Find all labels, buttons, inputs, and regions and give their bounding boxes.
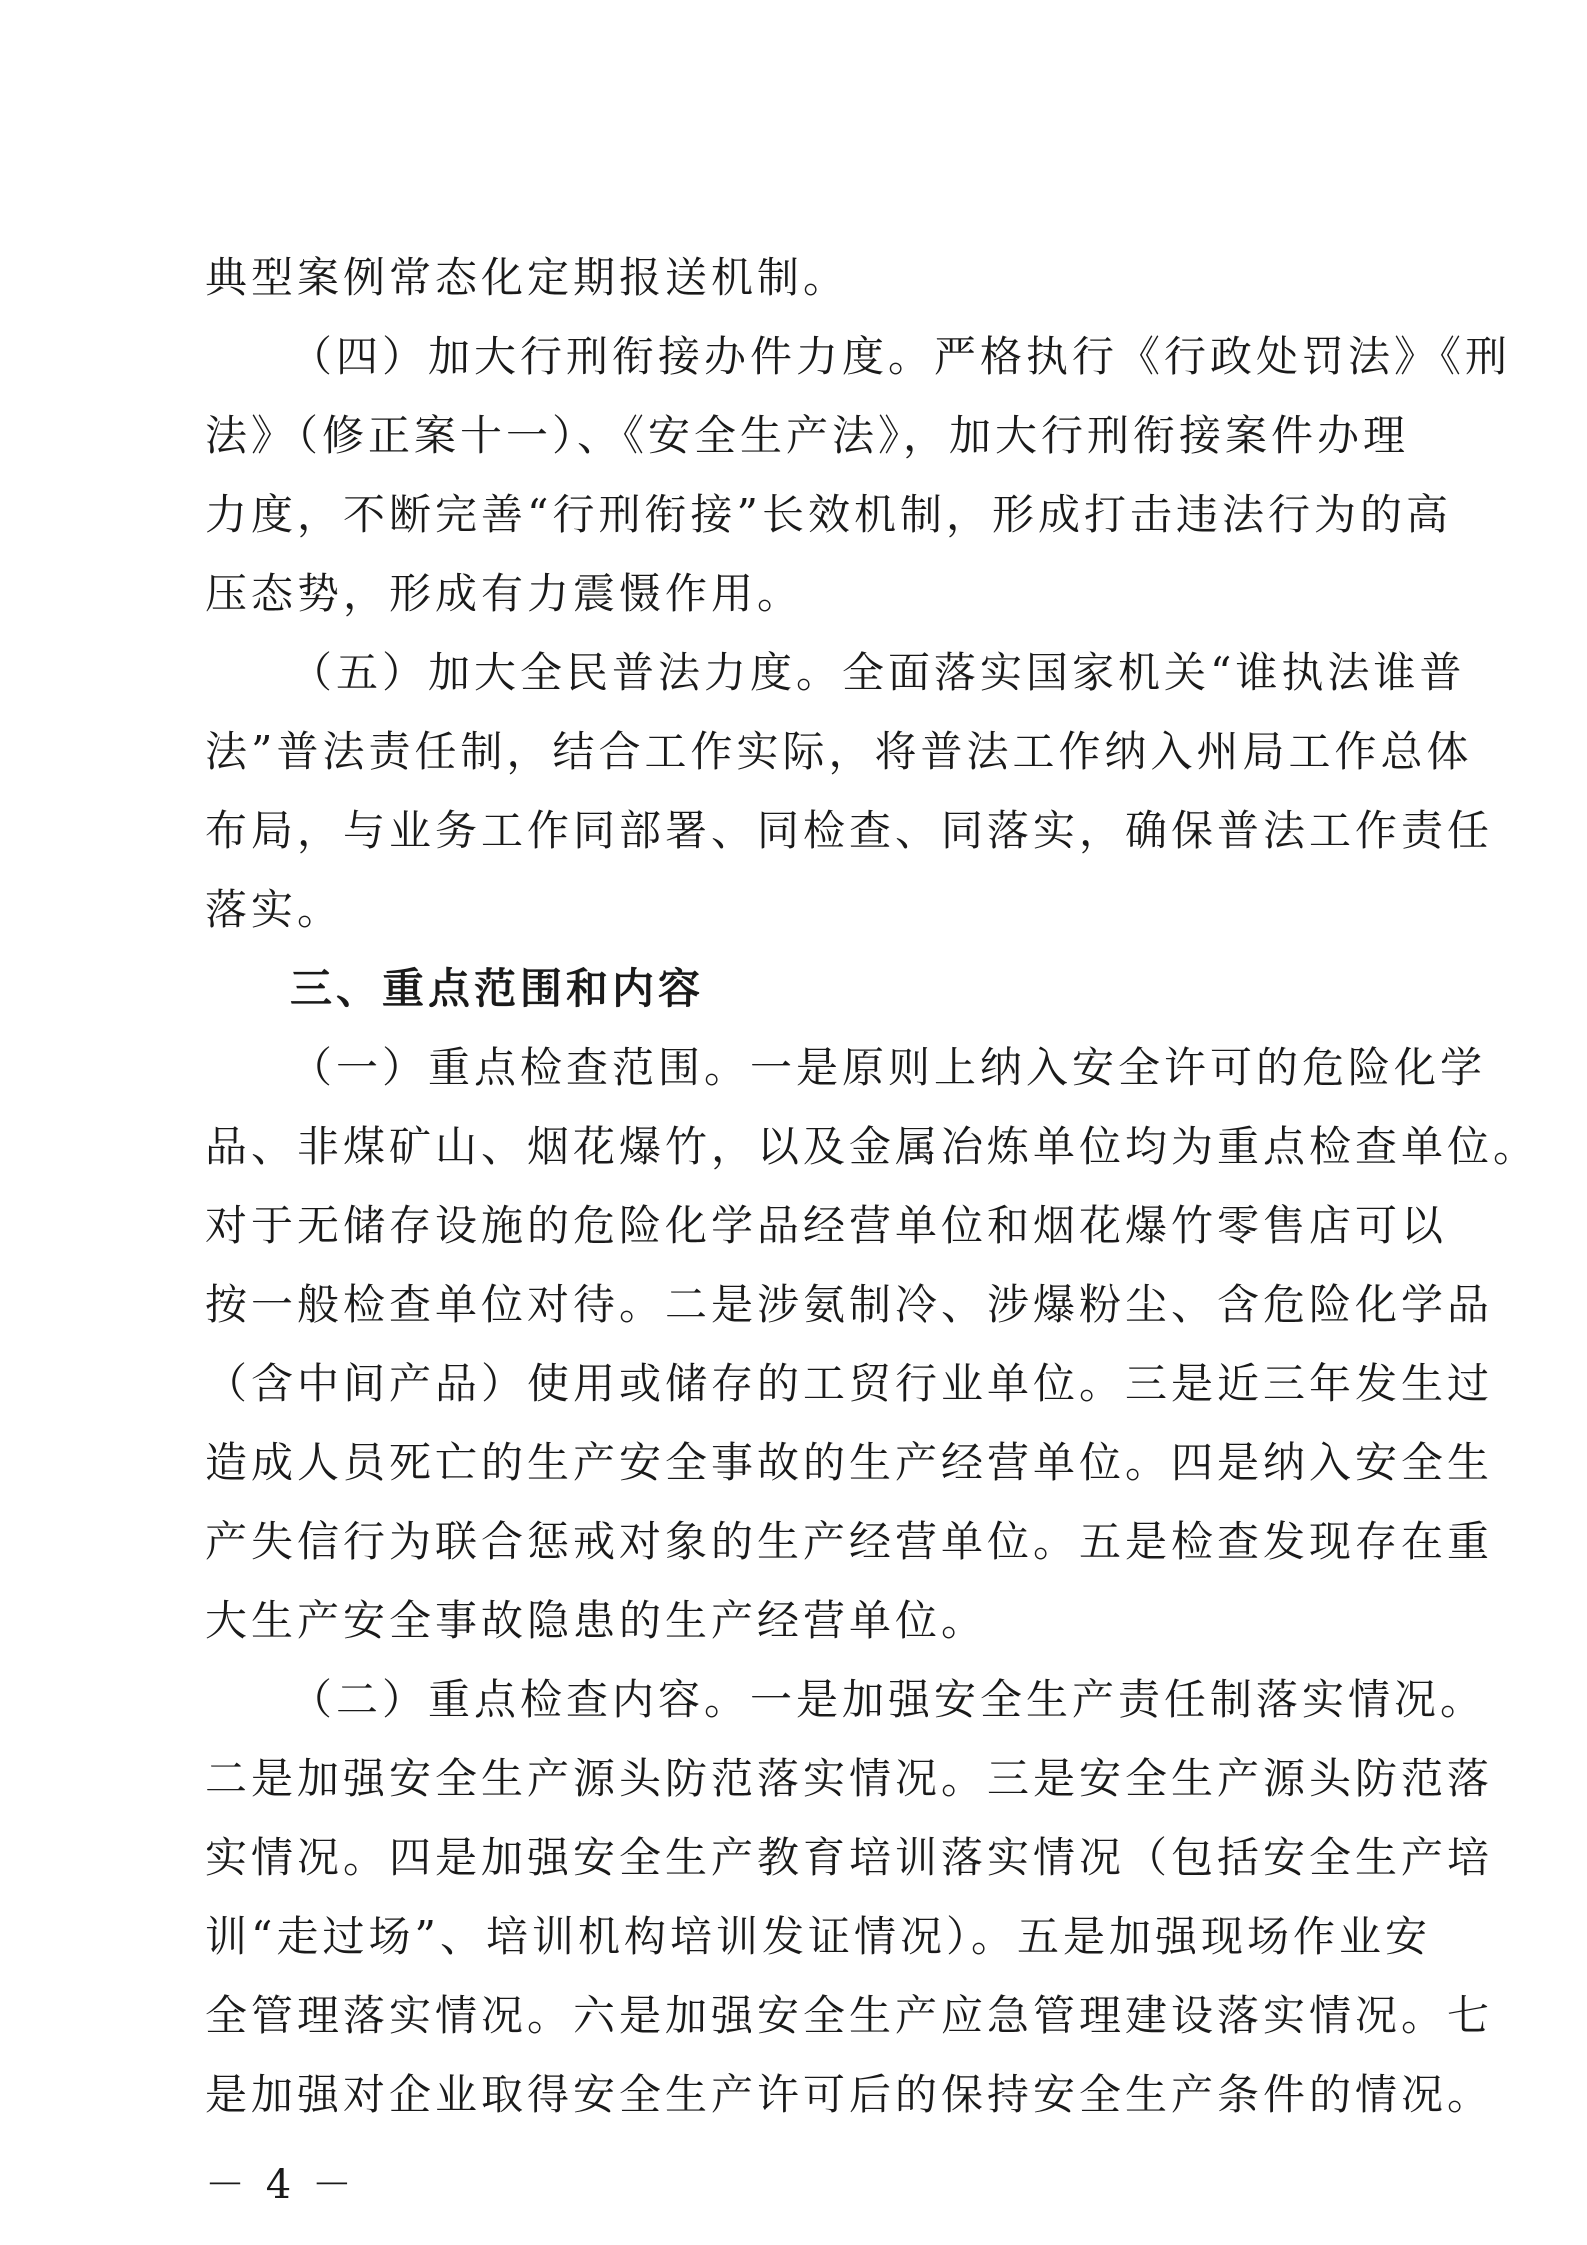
paragraph-line: 品、非煤矿山、烟花爆竹，以及金属冶炼单位均为重点检查单位。: [205, 1122, 1540, 1171]
paragraph-line: 产失信行为联合惩戒对象的生产经营单位。五是检查发现存在重: [205, 1517, 1494, 1566]
paragraph-line: （四）加大行刑衔接办件力度。严格执行《行政处罚法》《刑: [290, 332, 1512, 381]
paragraph-line: 典型案例常态化定期报送机制。: [205, 253, 850, 302]
paragraph-line: 布局，与业务工作同部署、同检查、同落实，确保普法工作责任: [205, 806, 1494, 855]
paragraph-line: （一）重点检查范围。一是原则上纳入安全许可的危险化学: [290, 1043, 1487, 1092]
paragraph-line: （五）加大全民普法力度。全面落实国家机关“谁执法谁普: [290, 648, 1466, 697]
paragraph-line: 落实。: [205, 885, 344, 934]
paragraph-line: 训“走过场”、培训机构培训发证情况）。五是加强现场作业安: [205, 1912, 1431, 1961]
paragraph-line: 造成人员死亡的生产安全事故的生产经营单位。四是纳入安全生: [205, 1438, 1494, 1487]
paragraph-line: 压态势，形成有力震慑作用。: [205, 569, 804, 618]
paragraph-line: 二是加强安全生产源头防范落实情况。三是安全生产源头防范落: [205, 1754, 1494, 1803]
section-heading: 三、重点范围和内容: [290, 964, 705, 1013]
paragraph-line: 力度，不断完善“行刑衔接”长效机制，形成打击违法行为的高: [205, 490, 1452, 539]
paragraph-line: 是加强对企业取得安全生产许可后的保持安全生产条件的情况。: [205, 2070, 1494, 2119]
paragraph-line: 法》（修正案十一）、《安全生产法》，加大行刑衔接案件办理: [205, 411, 1410, 460]
page-number: － 4 －: [205, 2162, 356, 2208]
paragraph-line: （含中间产品）使用或储存的工贸行业单位。三是近三年发生过: [205, 1359, 1494, 1408]
paragraph-line: （二）重点检查内容。一是加强安全生产责任制落实情况。: [290, 1675, 1487, 1724]
paragraph-line: 大生产安全事故隐患的生产经营单位。: [205, 1596, 988, 1645]
paragraph-line: 实情况。四是加强安全生产教育培训落实情况（包括安全生产培: [205, 1833, 1494, 1882]
paragraph-line: 按一般检查单位对待。二是涉氨制冷、涉爆粉尘、含危险化学品: [205, 1280, 1494, 1329]
paragraph-line: 全管理落实情况。六是加强安全生产应急管理建设落实情况。七: [205, 1991, 1494, 2040]
paragraph-line: 法”普法责任制，结合工作实际，将普法工作纳入州局工作总体: [205, 727, 1473, 776]
paragraph-line: 对于无储存设施的危险化学品经营单位和烟花爆竹零售店可以: [205, 1201, 1448, 1250]
